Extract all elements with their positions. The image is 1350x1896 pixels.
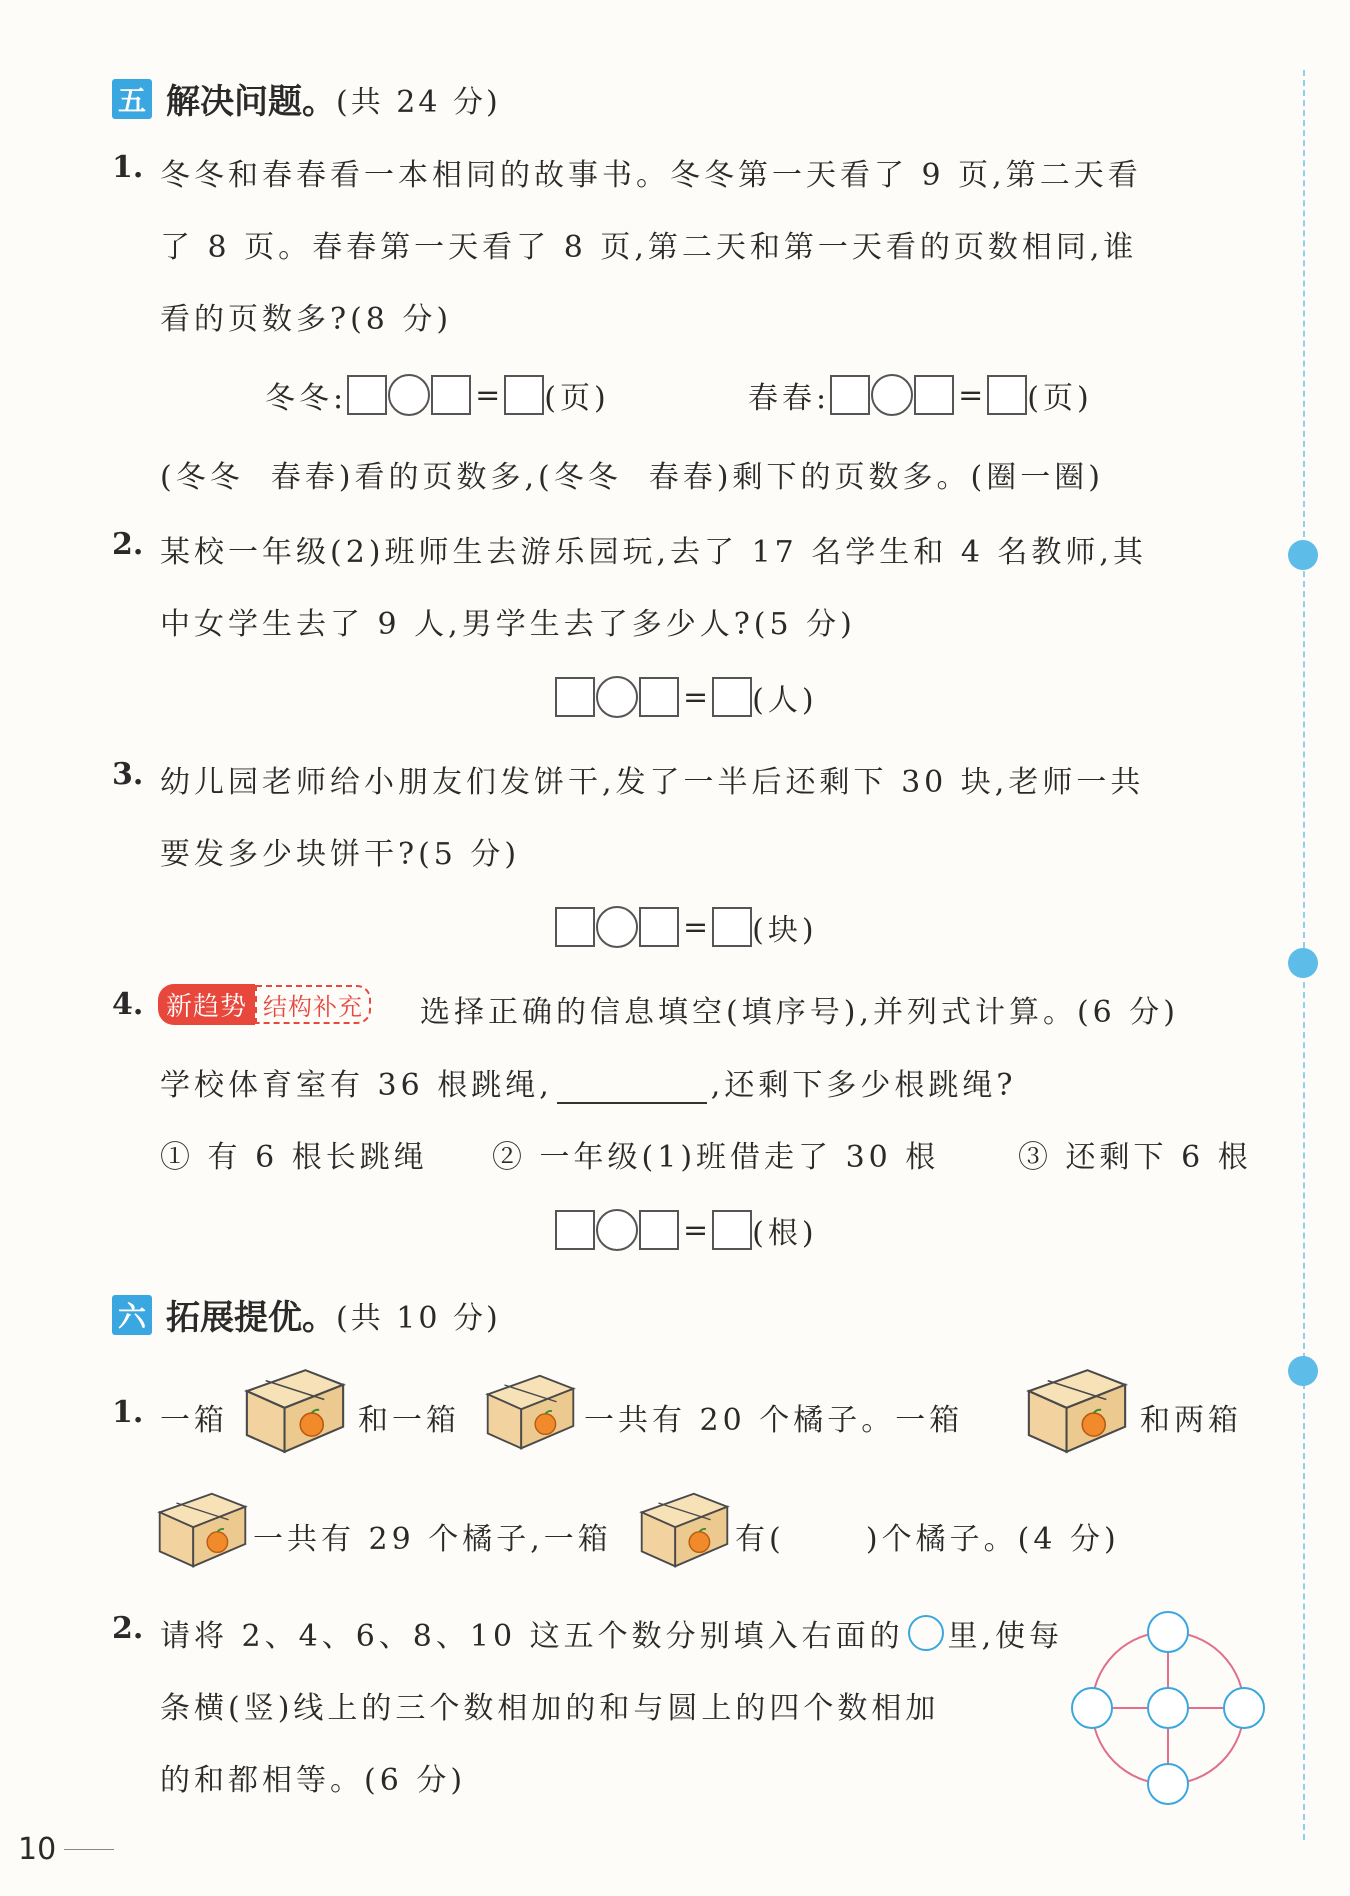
question-text-line: 冬冬和春春看一本相同的故事书。冬冬第一天看了 9 页,第二天看 (160, 158, 1142, 193)
section-badge: 六 (112, 1295, 152, 1335)
small-orange-box-icon (637, 1490, 732, 1570)
option-3: ③ 还剩下 6 根 (1018, 1140, 1252, 1175)
page-footer (0, 1832, 114, 1867)
diagram-slot-center (1148, 1688, 1188, 1728)
section-badge: 五 (112, 79, 152, 119)
unit-label: (人) (752, 683, 818, 718)
small-orange-box-icon (155, 1490, 250, 1570)
big-orange-box-icon (240, 1366, 350, 1456)
side-decoration-dot (1288, 1356, 1318, 1386)
text-segment: 一箱 (160, 1403, 228, 1438)
section-title-text: 拓展提优。 (166, 1298, 336, 1338)
answer-box[interactable] (987, 375, 1027, 415)
side-decoration-dot (1288, 948, 1318, 978)
answer-box[interactable] (830, 375, 870, 415)
text-segment: 请将 2、4、6、8、10 这五个数分别填入右面的 (160, 1619, 904, 1654)
text-segment: 一共有 20 个橘子。一箱 (584, 1403, 964, 1438)
question-number: 2. (112, 527, 144, 562)
text-segment: 里,使每 (947, 1619, 1064, 1654)
diagram-slot-top (1148, 1612, 1188, 1652)
section-5-title (112, 74, 501, 123)
question-text-line: 选择正确的信息填空(填序号),并列式计算。(6 分) (420, 995, 1179, 1030)
footer-rule (64, 1849, 114, 1850)
operator-circle[interactable] (871, 374, 913, 416)
question-text-line: 要发多少块饼干?(5 分) (160, 837, 521, 872)
question-number: 1. (112, 1395, 144, 1430)
question-text-line: 某校一年级(2)班师生去游乐园玩,去了 17 名学生和 4 名教师,其 (160, 535, 1147, 570)
operator-circle[interactable] (596, 906, 638, 948)
question-text-line (160, 1611, 1063, 1655)
option-2: ② 一年级(1)班借走了 30 根 (492, 1140, 940, 1175)
equals-sign: = (475, 377, 501, 413)
circle-choice-line: (冬冬 春春)看的页数多,(冬冬 春春)剩下的页数多。(圈一圈) (160, 460, 1104, 495)
side-decoration-dot (1288, 540, 1318, 570)
equals-sign: = (958, 377, 984, 413)
answer-equation-chunchun (748, 373, 1093, 417)
question-number: 2. (112, 1611, 144, 1646)
answer-box[interactable] (712, 1210, 752, 1250)
equation-label: 春春: (748, 381, 831, 416)
text-segment: 学校体育室有 36 根跳绳, (160, 1068, 553, 1103)
answer-box[interactable] (555, 1210, 595, 1250)
text-segment: 和一箱 (358, 1403, 460, 1438)
text-segment: 和两箱 (1140, 1403, 1242, 1438)
answer-box[interactable] (347, 375, 387, 415)
question-number: 3. (112, 757, 144, 792)
unit-label: (页) (544, 381, 610, 416)
tag-structure: 结构补充 (255, 985, 371, 1024)
question-number: 4. (112, 987, 144, 1022)
trend-tag (158, 984, 371, 1025)
page-number: 10 (18, 1832, 57, 1867)
answer-equation (555, 675, 818, 719)
unit-label: (根) (752, 1216, 818, 1251)
question-number: 1. (112, 150, 144, 185)
answer-box[interactable] (639, 907, 679, 947)
answer-box[interactable] (712, 677, 752, 717)
diagram-slot-right (1224, 1688, 1264, 1728)
operator-circle[interactable] (596, 676, 638, 718)
equals-sign: = (683, 1212, 709, 1248)
answer-box[interactable] (555, 677, 595, 717)
unit-label: (块) (752, 913, 818, 948)
answer-equation-dongdong (265, 373, 610, 417)
fill-blank[interactable] (557, 1076, 707, 1104)
circle-symbol-icon (908, 1615, 944, 1651)
answer-box[interactable] (555, 907, 595, 947)
option-1: ① 有 6 根长跳绳 (160, 1140, 428, 1175)
text-segment: ,还剩下多少根跳绳? (710, 1068, 1017, 1103)
question-text-line: 中女学生去了 9 人,男学生去了多少人?(5 分) (160, 607, 856, 642)
answer-box[interactable] (914, 375, 954, 415)
equals-sign: = (683, 679, 709, 715)
small-orange-box-icon (483, 1372, 578, 1452)
diagram-slot-bottom (1148, 1764, 1188, 1804)
question-text-line: 了 8 页。春春第一天看了 8 页,第二天和第一天看的页数相同,谁 (160, 230, 1138, 265)
equation-label: 冬冬: (265, 381, 348, 416)
question-text-line: 的和都相等。(6 分) (160, 1763, 467, 1798)
text-segment: 一共有 29 个橘子,一箱 (253, 1522, 612, 1557)
equals-sign: = (683, 909, 709, 945)
answer-box[interactable] (431, 375, 471, 415)
question-text-line: 幼儿园老师给小朋友们发饼干,发了一半后还剩下 30 块,老师一共 (160, 765, 1145, 800)
tag-new-trend: 新趋势 (158, 984, 255, 1025)
section-6-title (112, 1290, 501, 1339)
answer-box[interactable] (639, 1210, 679, 1250)
answer-box[interactable] (639, 677, 679, 717)
answer-box[interactable] (712, 907, 752, 947)
operator-circle[interactable] (596, 1209, 638, 1251)
section-score: (共 24 分) (336, 84, 501, 120)
answer-equation (555, 1208, 818, 1252)
section-score: (共 10 分) (336, 1300, 501, 1336)
unit-label: (页) (1027, 381, 1093, 416)
answer-box[interactable] (504, 375, 544, 415)
diagram-slot-left (1072, 1688, 1112, 1728)
question-text-line: 看的页数多?(8 分) (160, 302, 453, 337)
text-segment: 有( )个橘子。(4 分) (735, 1522, 1120, 1557)
operator-circle[interactable] (388, 374, 430, 416)
question-text-line: 条横(竖)线上的三个数相加的和与圆上的四个数相加 (160, 1691, 940, 1726)
section-title-text: 解决问题。 (166, 82, 336, 122)
question-text-line-with-blank (160, 1060, 1016, 1104)
big-orange-box-icon (1022, 1366, 1132, 1456)
number-circle-diagram (1068, 1608, 1268, 1808)
answer-equation (555, 905, 818, 949)
